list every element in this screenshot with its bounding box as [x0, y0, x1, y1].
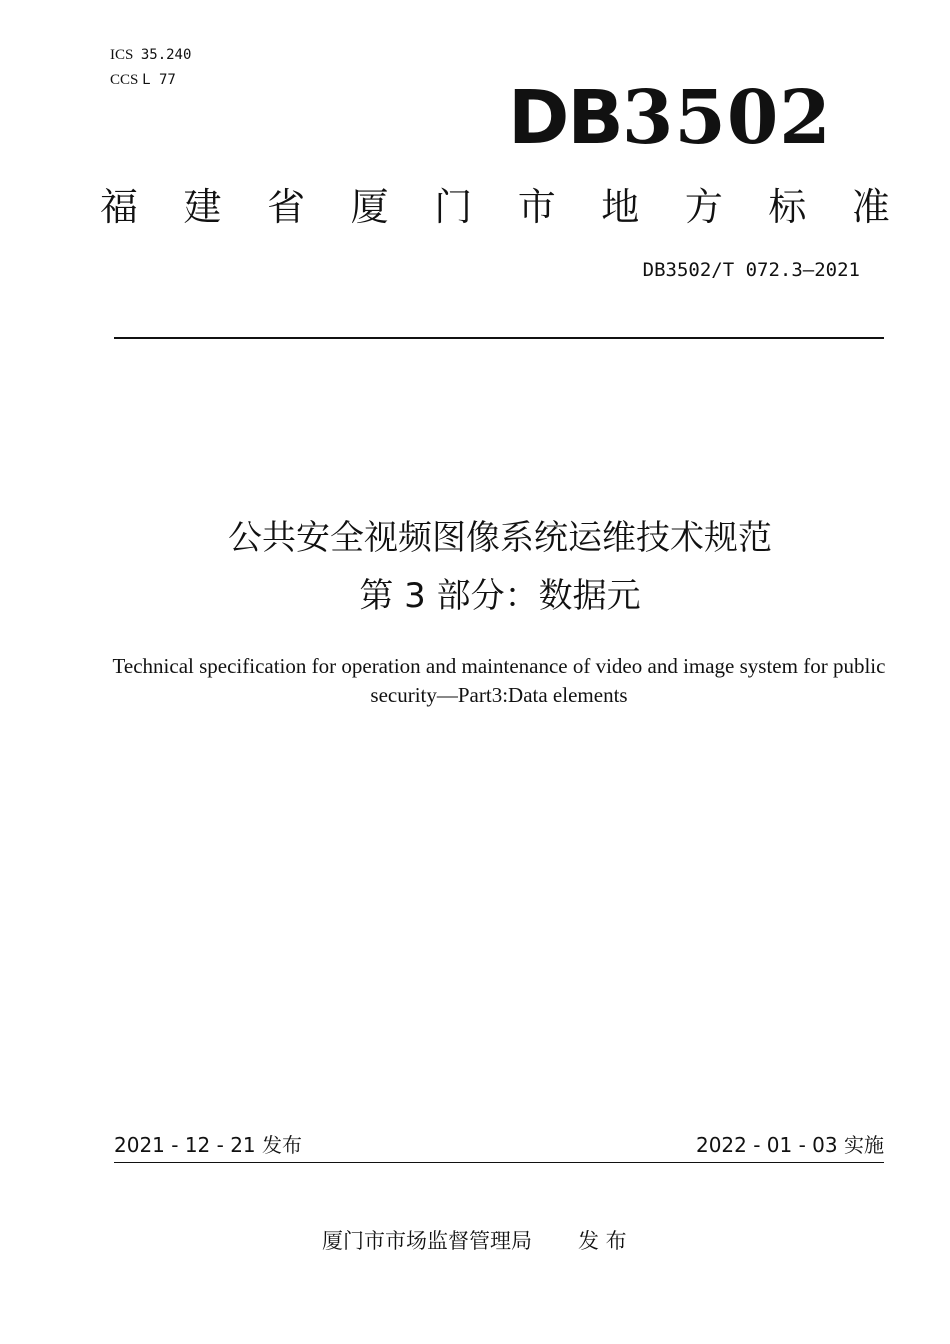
ccs-value: L 77 [142, 72, 176, 88]
logo-letters: DB [508, 75, 622, 161]
ics-code [110, 46, 191, 64]
standard-type-char: 厦 [350, 185, 389, 229]
footer-divider [114, 1162, 884, 1163]
standard-type-char: 标 [768, 185, 807, 229]
issuer-action: 发 布 [578, 1229, 627, 1253]
title-chinese-line-1: 公共安全视频图像系统运维技术规范 [228, 518, 772, 558]
implementation-date: 2022 - 01 - 03 实施 [695, 1133, 884, 1157]
issuer-name: 厦门市市场监督管理局 [322, 1229, 532, 1253]
standard-type-char: 福 [100, 185, 139, 229]
ics-label: ICS [110, 47, 134, 63]
standard-type-char: 省 [267, 185, 306, 229]
standard-type-char: 地 [601, 185, 640, 229]
publish-date: 2021 - 12 - 21 发布 [114, 1133, 303, 1157]
header-divider [114, 337, 884, 339]
standard-type-char: 门 [434, 185, 473, 229]
standard-type-heading [100, 182, 890, 232]
standard-type-char: 准 [851, 185, 890, 229]
standard-logo [508, 75, 832, 161]
standard-type-char: 市 [517, 185, 556, 229]
ccs-label: CCS [110, 72, 139, 88]
title-english: Technical specification for operation and maintenance of video and image system for public security—Part3:Data elements [112, 654, 886, 707]
standard-number: DB3502/T 072.3—2021 [642, 259, 860, 281]
issuing-authority [322, 1227, 627, 1255]
logo-number: 3502 [621, 75, 832, 161]
ics-value: 35.240 [140, 47, 192, 63]
standard-type-char: 方 [684, 185, 723, 229]
ccs-code [110, 71, 176, 89]
standard-type-char: 建 [183, 185, 222, 229]
title-chinese-line-2: 第 3 部分：数据元 [359, 576, 641, 616]
